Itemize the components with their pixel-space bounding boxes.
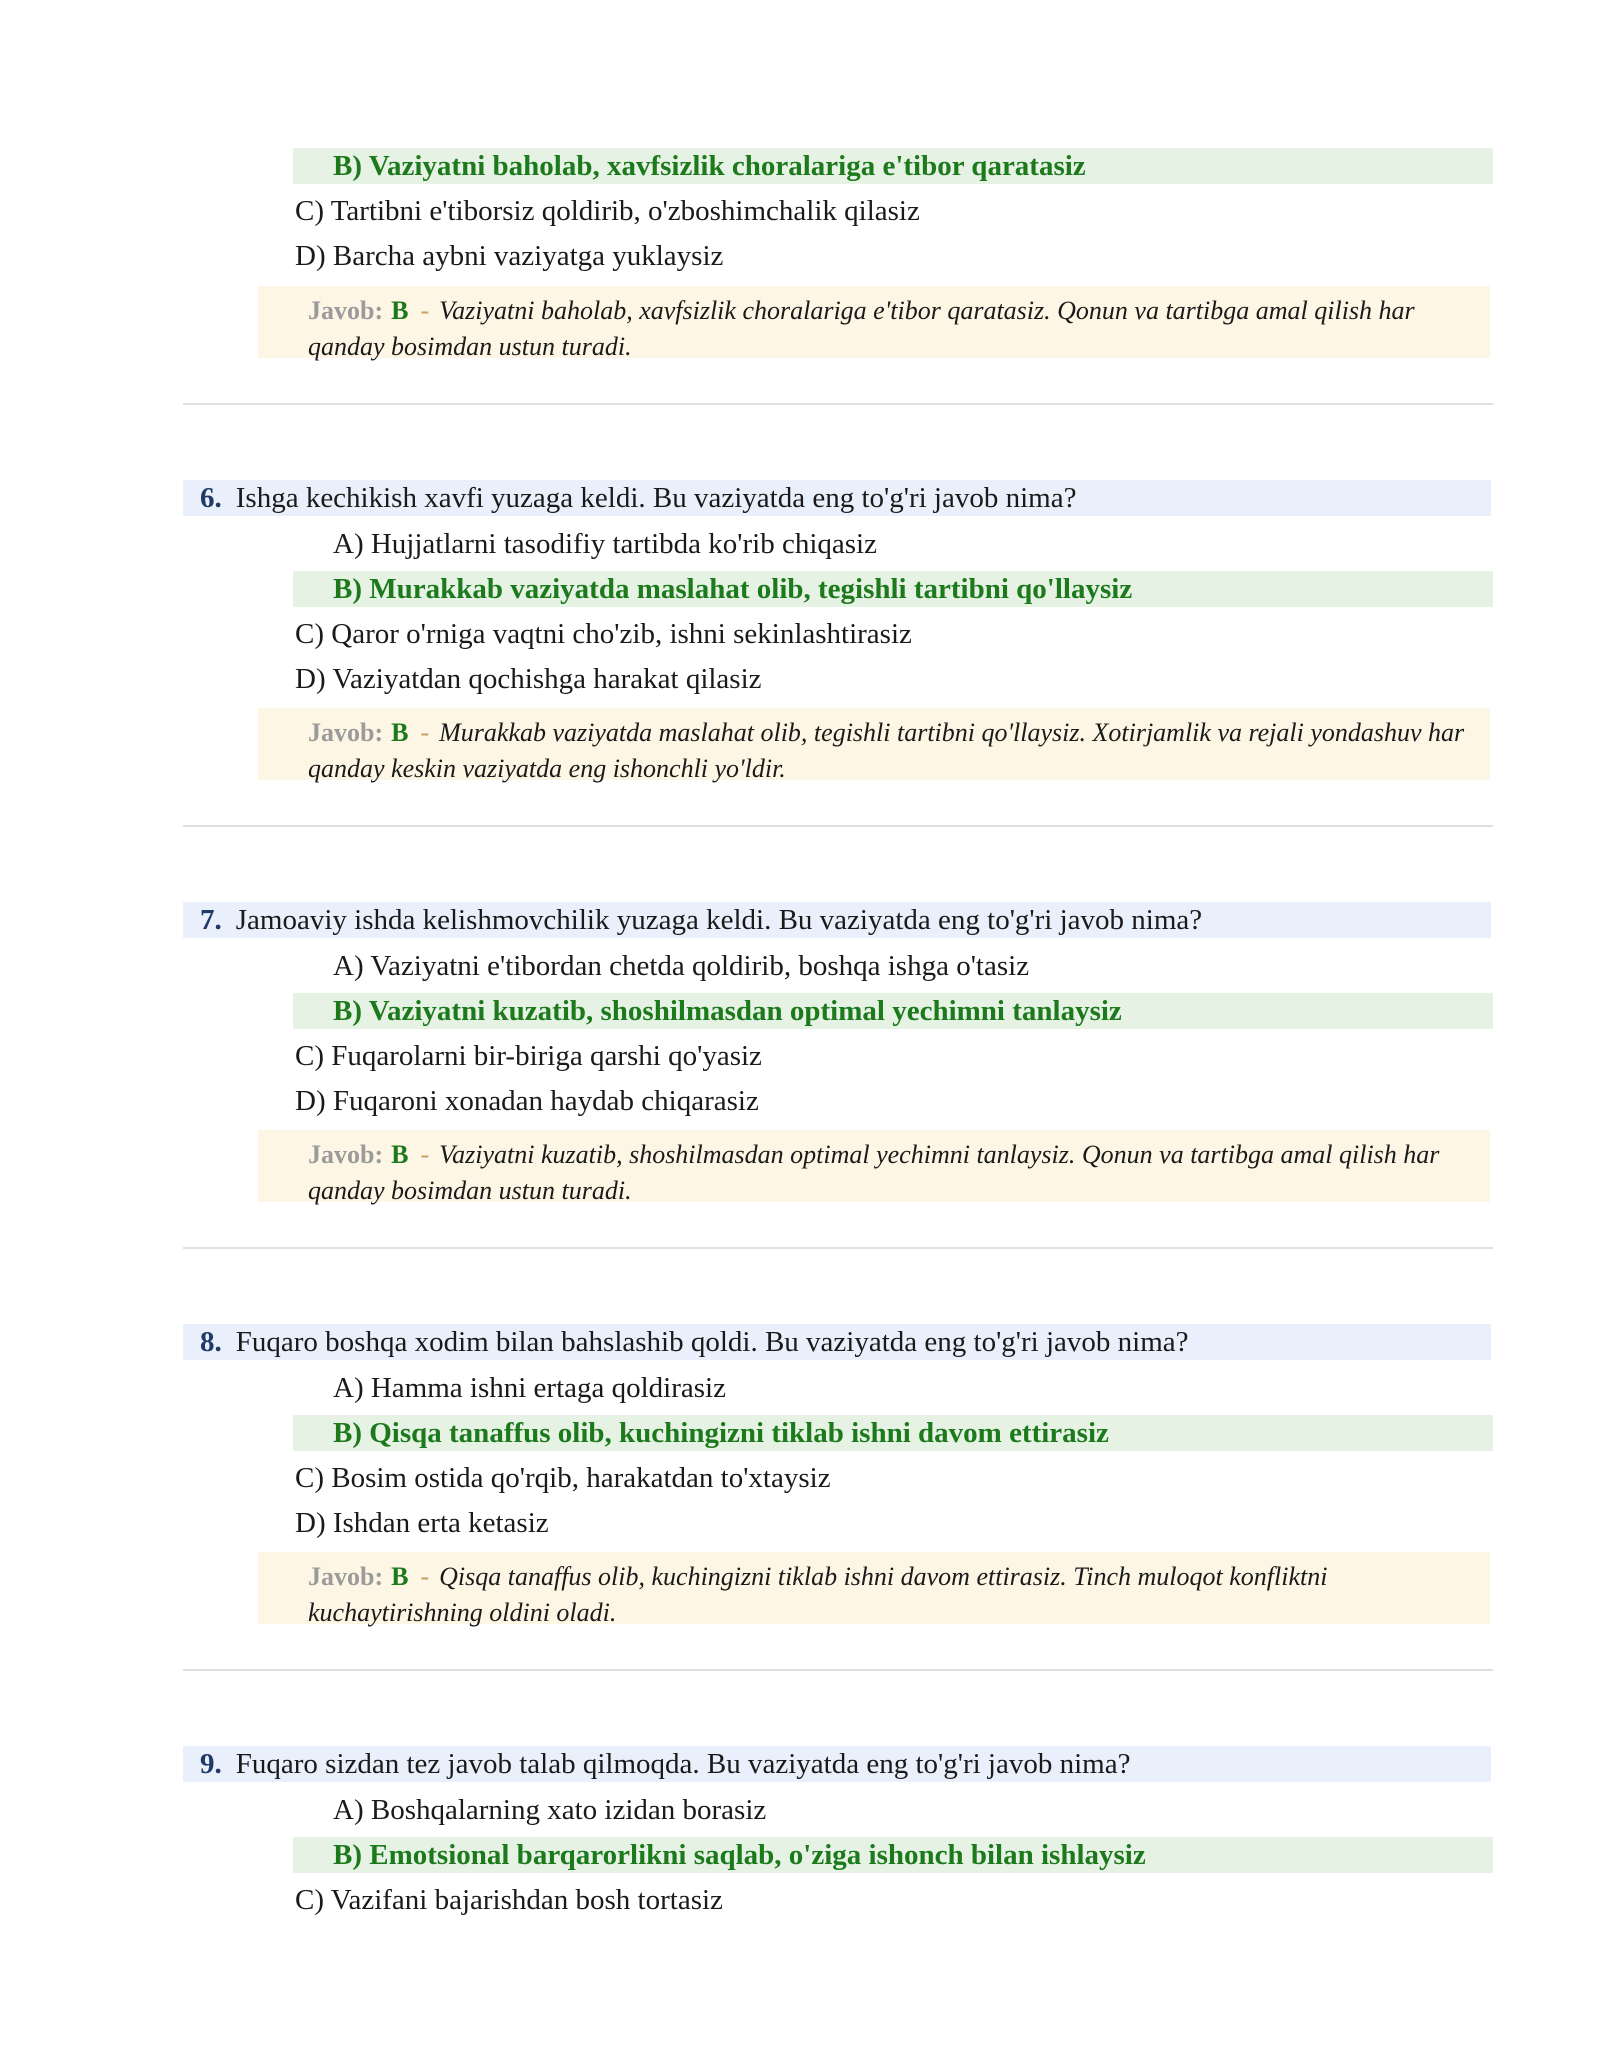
answer-dash: - [420,1140,430,1169]
option-c: C) Tartibni e'tiborsiz qoldirib, o'zboshimchalik qilasiz [295,195,920,227]
question-text: Fuqaro sizdan tez javob talab qilmoqda. Bu vaziyatda eng to'g'ri javob nima? [235,1748,1131,1780]
question-number: 6. [200,482,222,514]
answer-box [258,1130,1490,1205]
option-b-correct: B) Emotsional barqarorlikni saqlab, o'ziga ishonch bilan ishlaysiz [293,1837,1493,1873]
answer-box [258,286,1490,361]
divider [183,825,1493,827]
option-b-correct: B) Qisqa tanaffus olib, kuchingizni tiklab ishni davom ettirasiz [293,1415,1493,1451]
question-number: 9. [200,1748,222,1780]
answer-dash: - [420,296,430,325]
option-b-correct: B) Murakkab vaziyatda maslahat olib, tegishli tartibni qo'llaysiz [293,571,1493,607]
option-a: A) Boshqalarning xato izidan borasiz [333,1794,767,1826]
option-a: A) Hamma ishni ertaga qoldirasiz [333,1372,726,1404]
divider [183,1247,1493,1249]
question-text: Fuqaro boshqa xodim bilan bahslashib qoldi. Bu vaziyatda eng to'g'ri javob nima? [235,1326,1189,1358]
answer-explanation: Vaziyatni kuzatib, shoshilmasdan optimal yechimni tanlaysiz. Qonun va tartibga amal qilish har qanday bosimdan ustun turadi. [308,1140,1440,1205]
question-text: Jamoaviy ishda kelishmovchilik yuzaga keldi. Bu vaziyatda eng to'g'ri javob nima? [235,904,1203,936]
answer-label: Javob: [308,1562,384,1591]
question-text: Ishga kechikish xavfi yuzaga keldi. Bu vaziyatda eng to'g'ri javob nima? [235,482,1077,514]
answer-explanation: Vaziyatni baholab, xavfsizlik choralariga e'tibor qaratasiz. Qonun va tartibga amal qilish har qanday bosimdan ustun turadi. [308,296,1415,361]
option-c: C) Vazifani bajarishdan bosh tortasiz [295,1884,723,1916]
option-d: D) Vaziyatdan qochishga harakat qilasiz [295,663,762,695]
answer-box [258,1552,1490,1627]
option-b-correct: B) Vaziyatni kuzatib, shoshilmasdan optimal yechimni tanlaysiz [293,993,1493,1029]
question-number: 8. [200,1326,222,1358]
question-8 [183,1324,1491,1360]
question-9 [183,1746,1491,1782]
option-b-correct: B) Vaziyatni baholab, xavfsizlik choralariga e'tibor qaratasiz [293,148,1493,184]
option-d: D) Barcha aybni vaziyatga yuklaysiz [295,240,724,272]
answer-letter: B [391,1562,409,1591]
divider [183,403,1493,405]
answer-dash: - [420,1562,430,1591]
answer-explanation: Murakkab vaziyatda maslahat olib, tegishli tartibni qo'llaysiz. Xotirjamlik va rejali yondashuv har qanday keskin vaziyatda eng ishonchli yo'ldir. [308,718,1465,783]
option-a: A) Vaziyatni e'tibordan chetda qoldirib, boshqa ishga o'tasiz [333,950,1030,982]
divider [183,1669,1493,1671]
option-c: C) Qaror o'rniga vaqtni cho'zib, ishni sekinlashtirasiz [295,618,912,650]
answer-label: Javob: [308,718,384,747]
answer-letter: B [391,296,409,325]
answer-letter: B [391,1140,409,1169]
answer-label: Javob: [308,1140,384,1169]
option-d: D) Fuqaroni xonadan haydab chiqarasiz [295,1085,759,1117]
option-a: A) Hujjatlarni tasodifiy tartibda ko'rib chiqasiz [333,528,877,560]
option-c: C) Fuqarolarni bir-biriga qarshi qo'yasiz [295,1040,762,1072]
option-c: C) Bosim ostida qo'rqib, harakatdan to'xtaysiz [295,1462,831,1494]
answer-dash: - [420,718,430,747]
answer-explanation: Qisqa tanaffus olib, kuchingizni tiklab ishni davom ettirasiz. Tinch muloqot konfliktni kuchaytirishning oldini oladi. [308,1562,1328,1627]
question-number: 7. [200,904,222,936]
answer-label: Javob: [308,296,384,325]
answer-letter: B [391,718,409,747]
question-7 [183,902,1491,938]
option-d: D) Ishdan erta ketasiz [295,1507,549,1539]
question-6 [183,480,1491,516]
answer-box [258,708,1490,783]
